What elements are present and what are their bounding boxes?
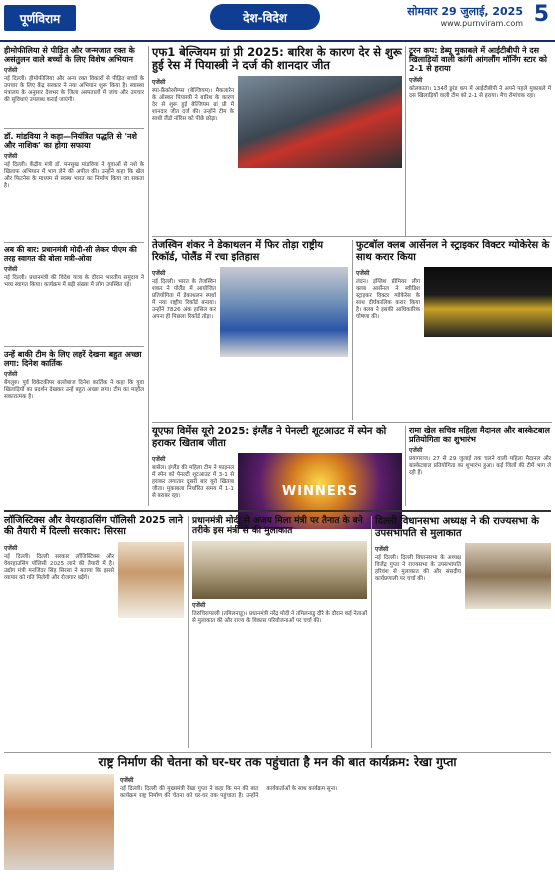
headline: यूएफा विमेंस यूरो 2025: इंग्लैंड ने पेनल्टी शूटआउट में स्पेन को हराकर खिताब जीता — [152, 426, 387, 449]
article-hemophilia — [4, 46, 144, 104]
column-divider — [148, 46, 149, 506]
column-divider — [371, 516, 372, 748]
footballer-photo — [424, 267, 552, 337]
headline: दिल्ली विधानसभा अध्यक्ष ने की राज्यसभा के उपसभापति से मुलाकात — [375, 516, 539, 539]
byline: एजेंसी — [152, 456, 166, 463]
section-divider — [4, 510, 551, 512]
article-durand-cup — [409, 46, 551, 100]
article-karthik — [4, 350, 144, 401]
headline: अब की बार: प्रधानमंत्री मोदी-सी लेकर पीएम की तरह स्वागत की बोला मत्री-ओवा — [4, 245, 137, 263]
byline: एजेंसी — [152, 79, 166, 87]
article-body: नई दिल्ली। हीमोफीलिया और अन्य रक्त विकारों से पीड़ित बच्चों के उपचार के लिए केंद्र सरकार ने नया अभियान शुरू किया है। स्वास्थ्य मंत्रालय के अनुसार देशभर के जिला अस्पतालों में जांच और उपचार की सुविधाएं उपलब्ध कराई जाएंगी। — [4, 76, 144, 104]
headline: ट्रूरन कप: डेब्यू मुकाबले में आईटीबीपी ने दस खिलाड़ियों वाली कांगी आंगलौंग मॉर्निंग स्टार को 2-1 से हराया — [409, 46, 547, 74]
byline: एजेंसी — [356, 270, 370, 277]
article-body: बासेल। इंग्लैंड की महिला टीम ने फाइनल में स्पेन को पेनल्टी शूटआउट में 3-1 से हराकर लगातार दूसरी बार यूरो खिताब जीता। मुकाबला निर्धारित समय में 1-1 से बराबर रहा। — [152, 465, 234, 499]
cm-event-photo — [4, 774, 114, 870]
article-f1-belgium — [152, 46, 402, 168]
byline: एजेंसी — [192, 601, 206, 609]
article-arsenal — [356, 240, 552, 337]
article-logistics-policy — [4, 516, 184, 618]
newspaper-brand: पूर्णविराम — [4, 5, 76, 31]
winners-banner-text: WINNERS — [281, 483, 359, 499]
column-divider — [188, 516, 189, 748]
article-pm-welcome — [4, 246, 144, 289]
byline: एजेंसी — [375, 546, 389, 553]
headline: हीमोफीलिया से पीड़ित और जन्मजात रक्त के असंतुलन वाले बच्चों के लिए विशेष अभियान — [4, 46, 135, 65]
article-body: नई दिल्ली। प्रधानमंत्री की विदेश यात्रा के दौरान भारतीय समुदाय ने भव्य स्वागत किया। कार्यक्रम में बड़ी संख्या में लोग उपस्थित रहे। — [4, 275, 144, 289]
pm-meeting-photo — [192, 541, 367, 599]
article-body: नई दिल्ली। दिल्ली सरकार लॉजिस्टिक्स और वेयरहाउसिंग पॉलिसी 2025 लाने की तैयारी में है। उद्योग मंत्री मनजिंदर सिंह सिरसा ने बताया कि इससे व्यापार को गति मिलेगी और रोजगार बढ़ेंगे। — [4, 553, 114, 581]
headline: रामा खेल सचिव महिला मैदानल और बास्केटबाल प्रतियोगिता का शुभारंभ — [409, 426, 550, 445]
divider — [4, 128, 144, 129]
divider — [4, 346, 144, 347]
byline: एजेंसी — [409, 76, 423, 84]
article-pm-meeting — [192, 516, 367, 625]
column-divider — [405, 426, 406, 506]
byline: एजेंसी — [409, 447, 423, 455]
article-body: बेंगलुरु। पूर्व विकेटकीपर बल्लेबाज दिनेश कार्तिक ने कहा कि युवा खिलाड़ियों का प्रदर्शन देखकर उन्हें बहुत अच्छा लगा। टीम का माहौल सकारात्मक है। — [4, 380, 144, 401]
divider — [4, 242, 144, 243]
page-number: 5 — [533, 2, 549, 27]
minister-portrait — [118, 542, 184, 618]
article-body: नई दिल्ली। दिल्ली विधानसभा के अध्यक्ष विजेंद्र गुप्ता ने राज्यसभा के उपसभापति हरिवंश से मुलाकात की और संसदीय कार्यप्रणाली पर चर्चा की। — [375, 555, 461, 582]
byline: एजेंसी — [4, 67, 18, 75]
headline: लॉजिस्टिक्स और वेयरहाउसिंग पॉलिसी 2025 लाने की तैयारी में दिल्ली सरकार: सिरसा — [4, 515, 183, 537]
headline: प्रधानमंत्री मोदी से अजय मिला मंत्री पर तैनात के बने तरीके इस मंत्री से की मुलाकात — [192, 516, 363, 537]
byline: एजेंसी — [4, 153, 18, 161]
column-divider — [352, 240, 353, 420]
column-divider — [405, 46, 406, 236]
article-mann-ki-baat — [4, 756, 551, 870]
divider — [152, 422, 552, 423]
byline: एजेंसी — [4, 544, 18, 552]
speaker-meeting-photo — [465, 543, 551, 609]
issue-date: सोमवार 29 जुलाई, 2025 — [407, 5, 523, 18]
byline: एजेंसी — [4, 371, 18, 379]
article-body: नई दिल्ली। केंद्रीय मंत्री डॉ. मनसुख मांडविया ने युवाओं से नशे के खिलाफ अभियान में भाग लेने की अपील की। उन्होंने कहा कि खेल और फिटनेस के माध्यम से स्वस्थ भारत का निर्माण किया जा सकता है। — [4, 162, 144, 190]
f1-race-photo — [238, 76, 402, 168]
article-assembly-speaker — [375, 516, 551, 609]
divider — [4, 752, 551, 753]
masthead — [0, 0, 555, 42]
article-body: तिरुचिरापल्ली (तमिलनाडु)। प्रधानमंत्री नरेंद्र मोदी ने तमिलनाडु दौरे के दौरान कई नेताओं से मुलाकात की और राज्य के विकास परियोजनाओं पर चर्चा की। — [192, 610, 367, 624]
headline: राष्ट्र निर्माण की चेतना को घर-घर तक पहुंचाता है मन की बात कार्यक्रम: रेखा गुप्ता — [98, 755, 457, 769]
divider — [152, 236, 552, 237]
article-body: नई दिल्ली। दिल्ली की मुख्यमंत्री रेखा गुप्ता ने कहा कि मन की बात कार्यक्रम राष्ट्र निर्माण की चेतना को घर-घर तक पहुंचाता है। उन्होंने कार्यकर्ताओं के साथ कार्यक्रम सुना। — [120, 785, 338, 799]
athlete-photo — [220, 267, 348, 357]
article-body: कोलकाता। 134वें डूरंड कप में आईटीबीपी ने अपने पहले मुकाबले में दस खिलाड़ियों वाली टीम को 2-1 से हराया। मैच रोमांचक रहा। — [409, 85, 551, 99]
headline: फुटबॉल क्लब आर्सेनल ने स्ट्राइकर विक्टर ग्योकेरेस के साथ करार किया — [356, 240, 550, 263]
headline: डॉ. मांडविया ने कहा—नियंत्रित पद्धति से 'नशे और नाशिक' का होगा सफाया — [4, 132, 137, 151]
website-url: www.purnviram.com — [440, 19, 523, 28]
article-body: लंदन। इंग्लिश प्रीमियर लीग क्लब आर्सेनल ने स्वीडिश स्ट्राइकर विक्टर ग्योकेरेस के साथ दीर्घकालिक करार किया है। क्लब ने इसकी आधिकारिक घोषणा की। — [356, 279, 420, 320]
article-basketball-tournament — [409, 426, 551, 477]
byline: एजेंसी — [4, 266, 18, 274]
headline: एफ1 बेल्जियम ग्रां प्री 2025: बारिश के कारण देर से शुरू हुई रेस में पियास्त्री ने दर्ज की शानदार जीत — [152, 45, 402, 73]
article-body: नई दिल्ली। भारत के तेजस्विन शंकर ने पोलैंड में आयोजित प्रतियोगिता में डेकाथलन स्पर्धा में नया राष्ट्रीय रिकॉर्ड बनाया। उन्होंने 7826 अंक हासिल कर अपना ही पिछला रिकॉर्ड तोड़ा। — [152, 279, 216, 320]
article-mandaviya — [4, 132, 144, 190]
headline: उन्हें बाकी टीम के लिए लहरें देखना बहुत अच्छा लगा: दिनेश कार्तिक — [4, 350, 142, 369]
article-tejaswin-shankar — [152, 240, 348, 357]
byline: एजेंसी — [120, 776, 134, 784]
section-title: देश-विदेश — [210, 4, 320, 30]
article-body: प्रयागराज। 27 से 29 जुलाई तक चलने वाली महिला मैदानल और बास्केटबाल प्रतियोगिता का शुभारंभ हुआ। कई जिलों की टीमें भाग ले रही हैं। — [409, 456, 551, 477]
article-uefa-womens-euro — [152, 426, 402, 529]
byline: एजेंसी — [152, 270, 166, 277]
article-body: स्पा-फ्रैंकोरशैम्प्स (बेल्जियम)। मैकलारेन के ऑस्कर पियास्त्री ने बारिश के कारण देर से शुरू हुई बेल्जियम ग्रां प्री में शानदार जीत दर्ज की। उन्होंने टीम के साथी लैंडो नॉरिस को पीछे छोड़ा। — [152, 88, 234, 123]
headline: तेजस्विन शंकर ने डेकाथलन में फिर तोड़ा राष्ट्रीय रिकॉर्ड, पोलैंड में रचा इतिहास — [152, 240, 324, 263]
